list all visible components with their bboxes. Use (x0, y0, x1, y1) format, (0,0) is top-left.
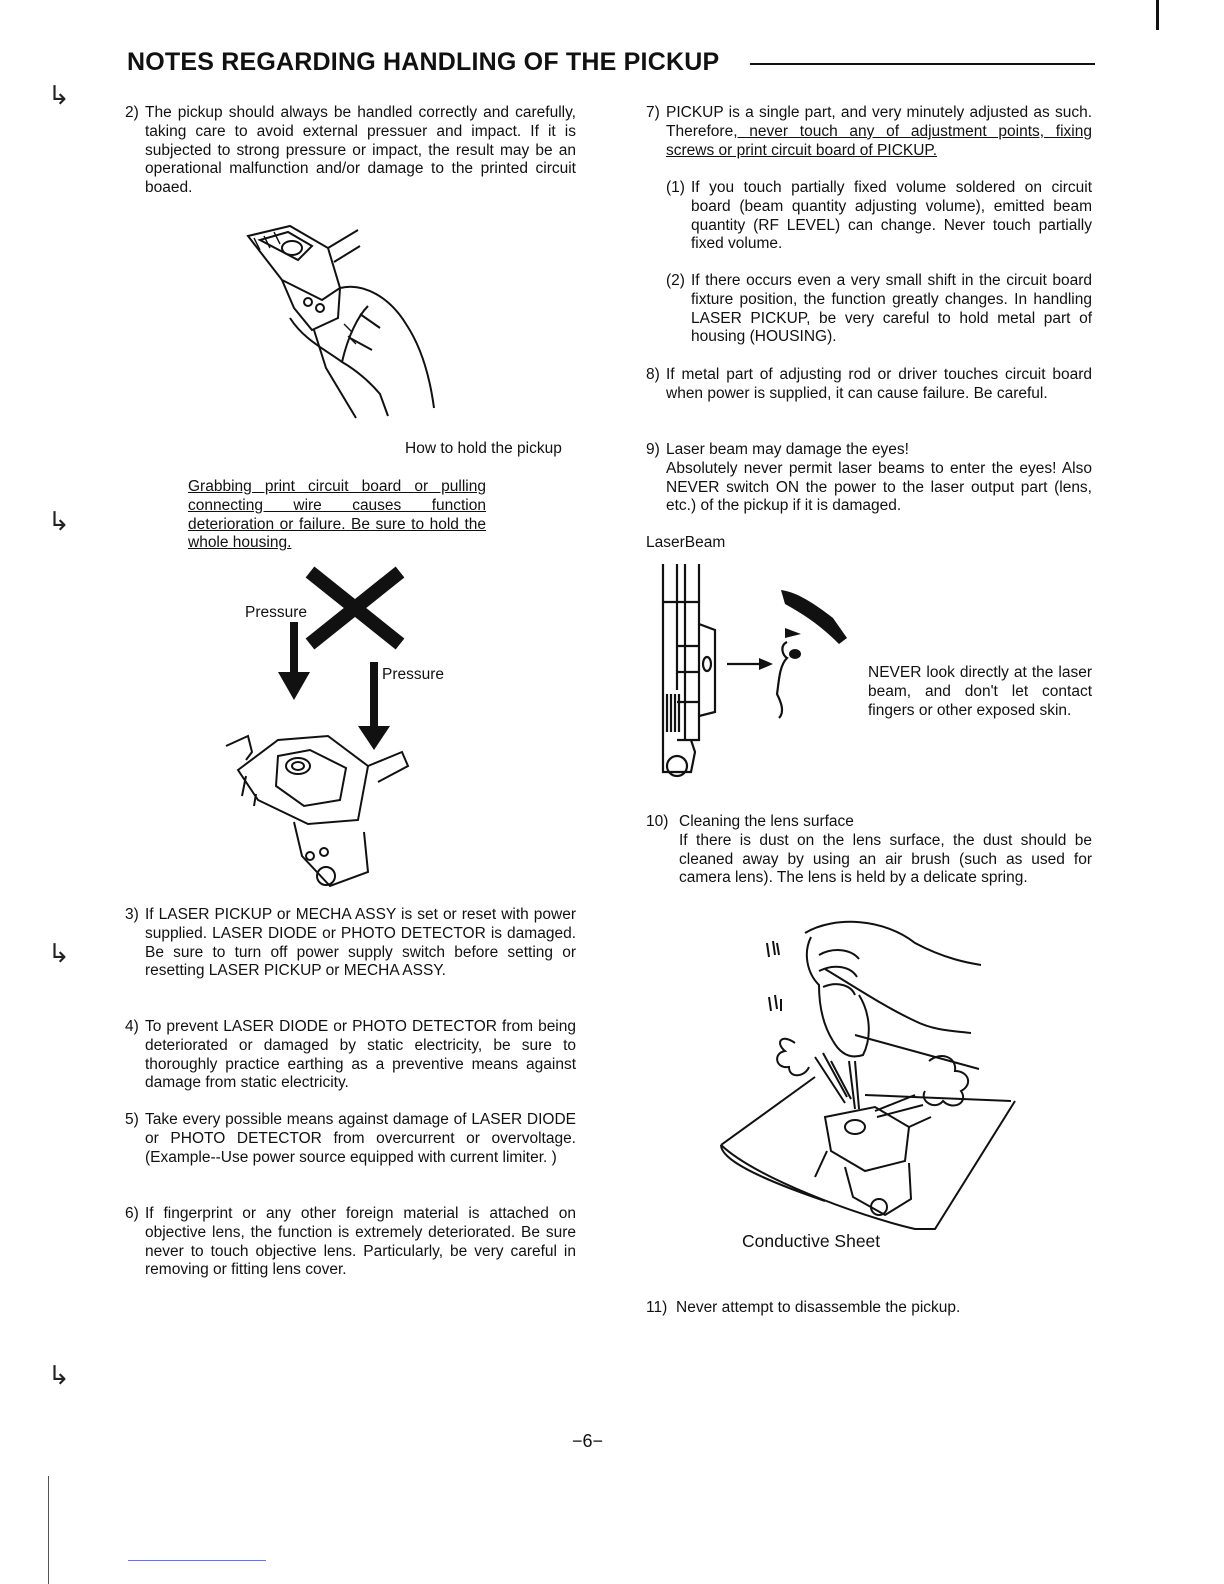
pressure-label: Pressure (382, 666, 445, 683)
item-8: 8) If metal part of adjusting rod or driver touches circuit board when power is supplied, it can cause failure. Be careful. (646, 366, 1092, 402)
item-3: 3) If LASER PICKUP or MECHA ASSY is set or reset with power supplied. LASER DIODE or PHOTO DETECTOR is damaged. Be sure to turn off power supply switch before setting or resetting LASER PICKUP or MECHA ASSY. (125, 906, 576, 980)
conductive-sheet-label: Conductive Sheet (742, 1231, 881, 1251)
item-2: 2) The pickup should always be handled correctly and carefully, taking care to avoid external pressuer and impact. If it is subjected to strong pressure or impact, the result may be an operational malfunction and/or damage to the printed circuit boaed. (125, 104, 576, 197)
grabbing-warning: Grabbing print circuit board or pulling connecting wire causes function deterioration or failure. Be sure to hold the whole housing. (188, 478, 486, 552)
item-10: 10) Cleaning the lens surface If there is dust on the lens surface, the dust should be cleaned away by using an air brush (such as used for camera lens). The lens is held by a delicate spring. (646, 813, 1092, 887)
caption-how-to-hold: How to hold the pickup (405, 440, 562, 457)
item-7-sub-2: (2) If there occurs even a very small shift in the circuit board fixture position, the function greatly changes. In handling LASER PICKUP, be very careful to hold metal part of housing (HOUSING). (666, 272, 1092, 346)
edge-mark (1156, 0, 1159, 30)
item-4: 4) To prevent LASER DIODE or PHOTO DETECTOR from being deteriorated or damaged by static electricity, be sure to thoroughly practice earthing as a preventive means against damage from static electricity. (125, 1018, 576, 1092)
title-rule (750, 63, 1095, 65)
binder-mark: ↳ (48, 938, 70, 968)
laser-beam-illustration (655, 562, 870, 787)
hold-pickup-illustration (230, 218, 450, 428)
laserbeam-label: LaserBeam (646, 534, 726, 551)
item-11: 11) Never attempt to disassemble the pickup. (646, 1299, 961, 1316)
item-9: 9) Laser beam may damage the eyes! Absolutely never permit laser beams to enter the eyes! Also NEVER switch ON the power to the laser output part (lens, etc.) of the pickup if it is damaged. (646, 441, 1092, 515)
item-7: 7) PICKUP is a single part, and very minutely adjusted as such. Therefore, never touch any of adjustment points, fixing screws or print circuit board of PICKUP. (646, 104, 1092, 159)
item-7-sub-1: (1) If you touch partially fixed volume soldered on circuit board (beam quantity adjusting volume), emitted beam quantity (RF LEVEL) can change. Never touch partially fixed volume. (666, 179, 1092, 253)
edge-mark (48, 1476, 49, 1584)
binder-mark: ↳ (48, 80, 70, 110)
binder-mark: ↳ (48, 506, 70, 536)
page-title: NOTES REGARDING HANDLING OF THE PICKUP (127, 48, 720, 76)
never-look-note: NEVER look directly at the laser beam, and don't let contact fingers or other exposed skin. (868, 664, 1092, 719)
cleaning-illustration (715, 915, 1025, 1255)
pressure-label: Pressure (245, 604, 308, 621)
footer-rule (128, 1560, 266, 1561)
page-number: −6− (572, 1431, 604, 1451)
binder-mark: ↳ (48, 1360, 70, 1390)
item-5: 5) Take every possible means against damage of LASER DIODE or PHOTO DETECTOR from overcurrent or overvoltage. (Example--Use power source equipped with current limiter. ) (125, 1111, 576, 1166)
item-6: 6) If fingerprint or any other foreign material is attached on objective lens, the function is extremely deteriorated. Be sure never to touch objective lens. Particularly, be very careful in removing or fitting lens cover. (125, 1205, 576, 1279)
